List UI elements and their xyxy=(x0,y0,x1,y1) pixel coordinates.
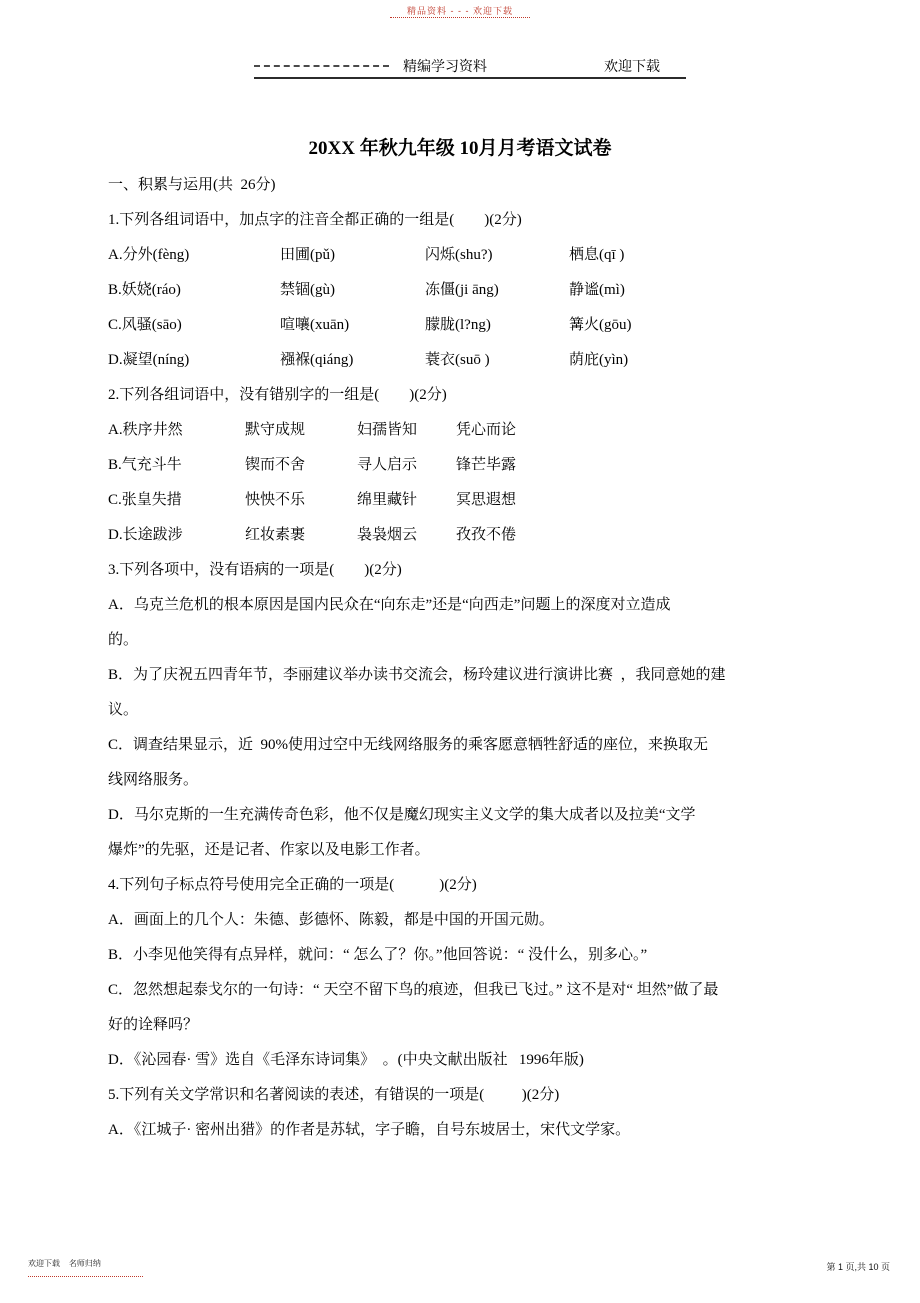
document-line: 议。 xyxy=(108,702,139,718)
line-cell: 默守成规 xyxy=(245,422,306,438)
line-cell: 喧嚷(xuān) xyxy=(280,317,350,333)
line-cell: 篝火(gōu) xyxy=(569,317,632,333)
document-line: A．画面上的几个人：朱德、彭德怀、陈毅，都是中国的开国元勋。 xyxy=(108,912,554,928)
document-line: 的。 xyxy=(108,632,139,648)
document-line: 3.下列各项中，没有语病的一项是( )(2分) xyxy=(108,562,402,578)
footer-dotted-line xyxy=(28,1276,143,1277)
document-line: 2.下列各组词语中，没有错别字的一组是( )(2分) xyxy=(108,387,447,403)
document-line: 好的诠释吗？ xyxy=(108,1017,199,1033)
line-cell: 冻僵(ji āng) xyxy=(425,282,499,298)
line-cell: 襁褓(qiáng) xyxy=(280,352,354,368)
line-cell: 凭心而论 xyxy=(456,422,517,438)
document-line xyxy=(108,238,830,273)
line-cell: 静谧(mì) xyxy=(569,282,625,298)
line-cell: 孜孜不倦 xyxy=(456,527,517,543)
document-line xyxy=(108,413,830,448)
line-cell: 红妆素裹 xyxy=(245,527,306,543)
line-cell: B.妖娆(ráo) xyxy=(108,282,181,298)
line-cell: 闪烁(shu?) xyxy=(425,247,493,263)
document-line: 4.下列句子标点符号使用完全正确的一项是( )(2分) xyxy=(108,877,477,893)
page-title: 20XX 年秋九年级 10月月考语文试卷 xyxy=(308,138,612,159)
line-cell: C.风骚(sāo) xyxy=(108,317,182,333)
line-cell: 田圃(pǔ) xyxy=(280,247,335,263)
document-line xyxy=(108,483,830,518)
document-line: B．为了庆祝五四青年节，李丽建议举办读书交流会，杨玲建议进行演讲比赛 ，我同意她的建 xyxy=(108,667,726,683)
document-line: 爆炸”的先驱，还是记者、作家以及电影工作者。 xyxy=(108,842,430,858)
document-line: 线网络服务。 xyxy=(108,772,199,788)
document-line: 一、积累与运用(共 26分) xyxy=(108,177,276,193)
line-cell: 妇孺皆知 xyxy=(357,422,418,438)
line-cell: 禁锢(gù) xyxy=(280,282,335,298)
header-dash-line xyxy=(254,65,389,67)
document-line: A．《江城子· 密州出猎》的作者是苏轼，字子瞻，自号东坡居士，宋代文学家。 xyxy=(108,1122,631,1138)
document-line xyxy=(108,273,830,308)
document-line xyxy=(108,518,830,553)
line-cell: D.凝望(níng) xyxy=(108,352,190,368)
document-line: 5.下列有关文学常识和名著阅读的表述，有错误的一项是( )(2分) xyxy=(108,1087,560,1103)
line-cell: B.气充斗牛 xyxy=(108,457,182,473)
header-left-label: 精编学习资料 xyxy=(403,58,487,74)
line-cell: A.秩序井然 xyxy=(108,422,183,438)
line-cell: 蓑衣(suō ) xyxy=(425,352,490,368)
line-cell: 栖息(qī ) xyxy=(569,247,625,263)
line-cell: 荫庇(yìn) xyxy=(569,352,629,368)
document-body xyxy=(108,168,830,1148)
line-cell: 朦胧(l?ng) xyxy=(425,317,491,333)
line-cell: 锲而不舍 xyxy=(245,457,306,473)
top-note-dotted-line xyxy=(390,17,530,18)
line-cell: 袅袅烟云 xyxy=(357,527,418,543)
document-line xyxy=(108,448,830,483)
line-cell: A.分外(fèng) xyxy=(108,247,190,263)
line-cell: 寻人启示 xyxy=(357,457,418,473)
header-band xyxy=(254,55,686,79)
document-line: C．调查结果显示，近 90%使用过空中无线网络服务的乘客愿意牺牲舒适的座位，来换取无 xyxy=(108,737,709,753)
footer-left-note: 欢迎下载 名师归纳 xyxy=(28,1259,101,1268)
line-cell: 怏怏不乐 xyxy=(245,492,306,508)
document-line: B．小李见他笑得有点异样，就问：“ 怎么了？你。”他回答说：“ 没什么，别多心。” xyxy=(108,947,648,963)
document-line: C．忽然想起泰戈尔的一句诗：“ 天空不留下鸟的痕迹，但我已飞过。” 这不是对“ 坦然”做了最 xyxy=(108,982,719,998)
line-cell: 绵里藏针 xyxy=(357,492,418,508)
document-line xyxy=(108,308,830,343)
top-note: 精品资料 - - - 欢迎下载 xyxy=(407,6,513,16)
header-right-label: 欢迎下载 xyxy=(604,58,660,74)
document-line: D．马尔克斯的一生充满传奇色彩，他不仅是魔幻现实主义文学的集大成者以及拉美“文学 xyxy=(108,807,696,823)
document-line: D．《沁园春· 雪》选自《毛泽东诗词集》 。(中央文献出版社 1996年版) xyxy=(108,1052,584,1068)
document-line: 1.下列各组词语中，加点字的注音全都正确的一组是( )(2分) xyxy=(108,212,522,228)
line-cell: 锋芒毕露 xyxy=(456,457,517,473)
line-cell: 冥思遐想 xyxy=(456,492,517,508)
line-cell: C.张皇失措 xyxy=(108,492,182,508)
document-line: A．乌克兰危机的根本原因是国内民众在“向东走”还是“向西走”问题上的深度对立造成 xyxy=(108,597,671,613)
footer-page-number: 第 1 页,共 10 页 xyxy=(826,1262,890,1272)
line-cell: D.长途跋涉 xyxy=(108,527,183,543)
document-line xyxy=(108,343,830,378)
